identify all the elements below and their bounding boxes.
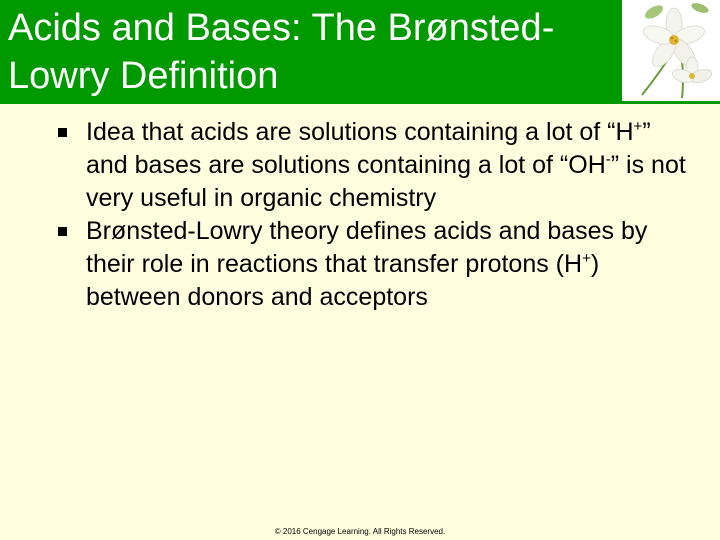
bullet-text: ) between donors and acceptors — [86, 250, 600, 311]
bullet-text: Brønsted-Lowry theory defines acids and bases by their role in reactions that transfer protons (H — [86, 217, 648, 278]
title-underline — [0, 101, 720, 104]
bullet-list — [58, 116, 698, 314]
bullet-square-icon — [58, 227, 67, 236]
title-bar — [0, 0, 622, 101]
bullet-text: Idea that acids are solutions containing a lot of “H — [86, 118, 634, 146]
superscript-charge: + — [633, 118, 643, 135]
bullet-item — [58, 116, 698, 215]
bullet-text: ” and bases are solutions containing a lot of “OH — [86, 118, 651, 179]
bullet-item — [58, 215, 698, 314]
superscript-charge: + — [582, 250, 591, 267]
slide-title: Acids and Bases: The Brønsted-Lowry Definition — [8, 7, 555, 97]
flower-image — [622, 0, 720, 101]
bullet-square-icon — [58, 128, 67, 137]
flower-icon — [622, 0, 720, 101]
bullet-text: ” is not very useful in organic chemistry — [86, 151, 686, 212]
superscript-charge: - — [605, 151, 611, 168]
copyright-footer: © 2016 Cengage Learning. All Rights Reserved. — [274, 527, 446, 536]
